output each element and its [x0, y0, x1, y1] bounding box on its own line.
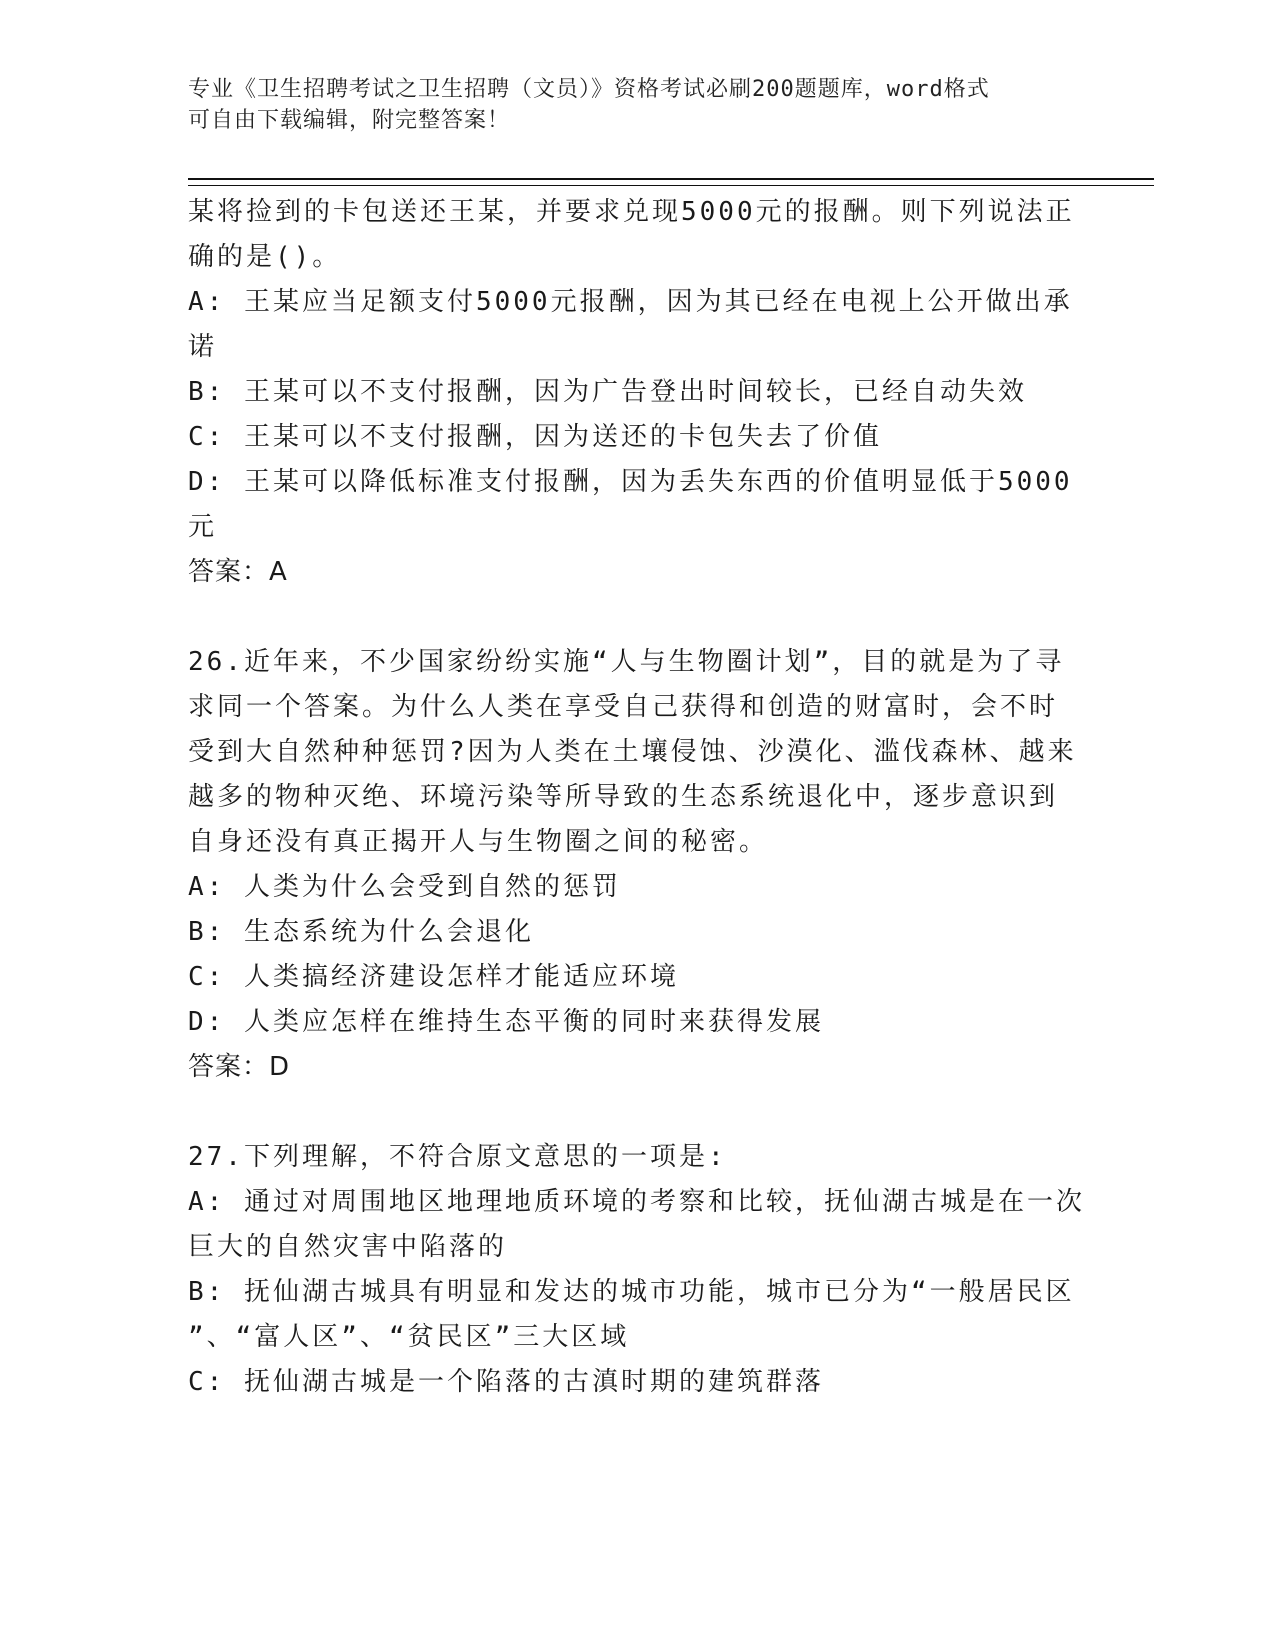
answer-line: 答案：D: [188, 1052, 291, 1082]
option-b: B: 生态系统为什么会退化: [188, 917, 534, 947]
document-body: [188, 190, 1088, 1405]
question-stem: 越多的物种灭绝、环境污染等所导致的生态系统退化中，逐步意识到: [188, 782, 1059, 812]
option-b: ”、“富人区”、“贫民区”三大区域: [188, 1322, 630, 1352]
question-stem: 某将捡到的卡包送还王某，并要求兑现5000元的报酬。则下列说法正: [188, 197, 1075, 227]
option-d: D: 王某可以降低标准支付报酬，因为丢失东西的价值明显低于5000: [188, 467, 1073, 497]
option-a: 巨大的自然灾害中陷落的: [188, 1232, 508, 1262]
question-26: [188, 640, 1088, 1090]
option-c: C: 人类搞经济建设怎样才能适应环境: [188, 962, 679, 992]
option-b: B: 抚仙湖古城具有明显和发达的城市功能，城市已分为“一般居民区: [188, 1277, 1075, 1307]
option-a: A: 王某应当足额支付5000元报酬，因为其已经在电视上公开做出承: [188, 287, 1073, 317]
question-27: [188, 1135, 1088, 1405]
header-divider: [188, 178, 1154, 186]
question-spacer: [188, 1090, 1088, 1135]
question-25: [188, 190, 1088, 595]
option-a: A: 通过对周围地区地理地质环境的考察和比较，抚仙湖古城是在一次: [188, 1187, 1085, 1217]
option-a: 诺: [188, 332, 218, 362]
header-title-line-2: 可自由下载编辑，附完整答案！: [188, 108, 511, 133]
question-stem: 27.下列理解，不符合原文意思的一项是:: [188, 1142, 727, 1172]
option-d: 元: [188, 512, 218, 542]
question-stem: 受到大自然种种惩罚?因为人类在土壤侵蚀、沙漠化、滥伐森林、越来: [188, 737, 1077, 767]
page-header: [188, 74, 1068, 136]
option-a: A: 人类为什么会受到自然的惩罚: [188, 872, 621, 902]
header-title-line-1: 专业《卫生招聘考试之卫生招聘（文员）》资格考试必刷200题题库，word格式: [188, 77, 990, 102]
question-stem: 自身还没有真正揭开人与生物圈之间的秘密。: [188, 827, 769, 857]
question-stem: 求同一个答案。为什么人类在享受自己获得和创造的财富时，会不时: [188, 692, 1059, 722]
answer-line: 答案：A: [188, 557, 288, 587]
option-c: C: 抚仙湖古城是一个陷落的古滇时期的建筑群落: [188, 1367, 824, 1397]
option-b: B: 王某可以不支付报酬，因为广告登出时间较长，已经自动失效: [188, 377, 1027, 407]
option-c: C: 王某可以不支付报酬，因为送还的卡包失去了价值: [188, 422, 882, 452]
question-stem: 26.近年来，不少国家纷纷实施“人与生物圈计划”，目的就是为了寻: [188, 647, 1065, 677]
question-spacer: [188, 595, 1088, 640]
option-d: D: 人类应怎样在维持生态平衡的同时来获得发展: [188, 1007, 824, 1037]
question-stem: 确的是()。: [188, 242, 342, 272]
